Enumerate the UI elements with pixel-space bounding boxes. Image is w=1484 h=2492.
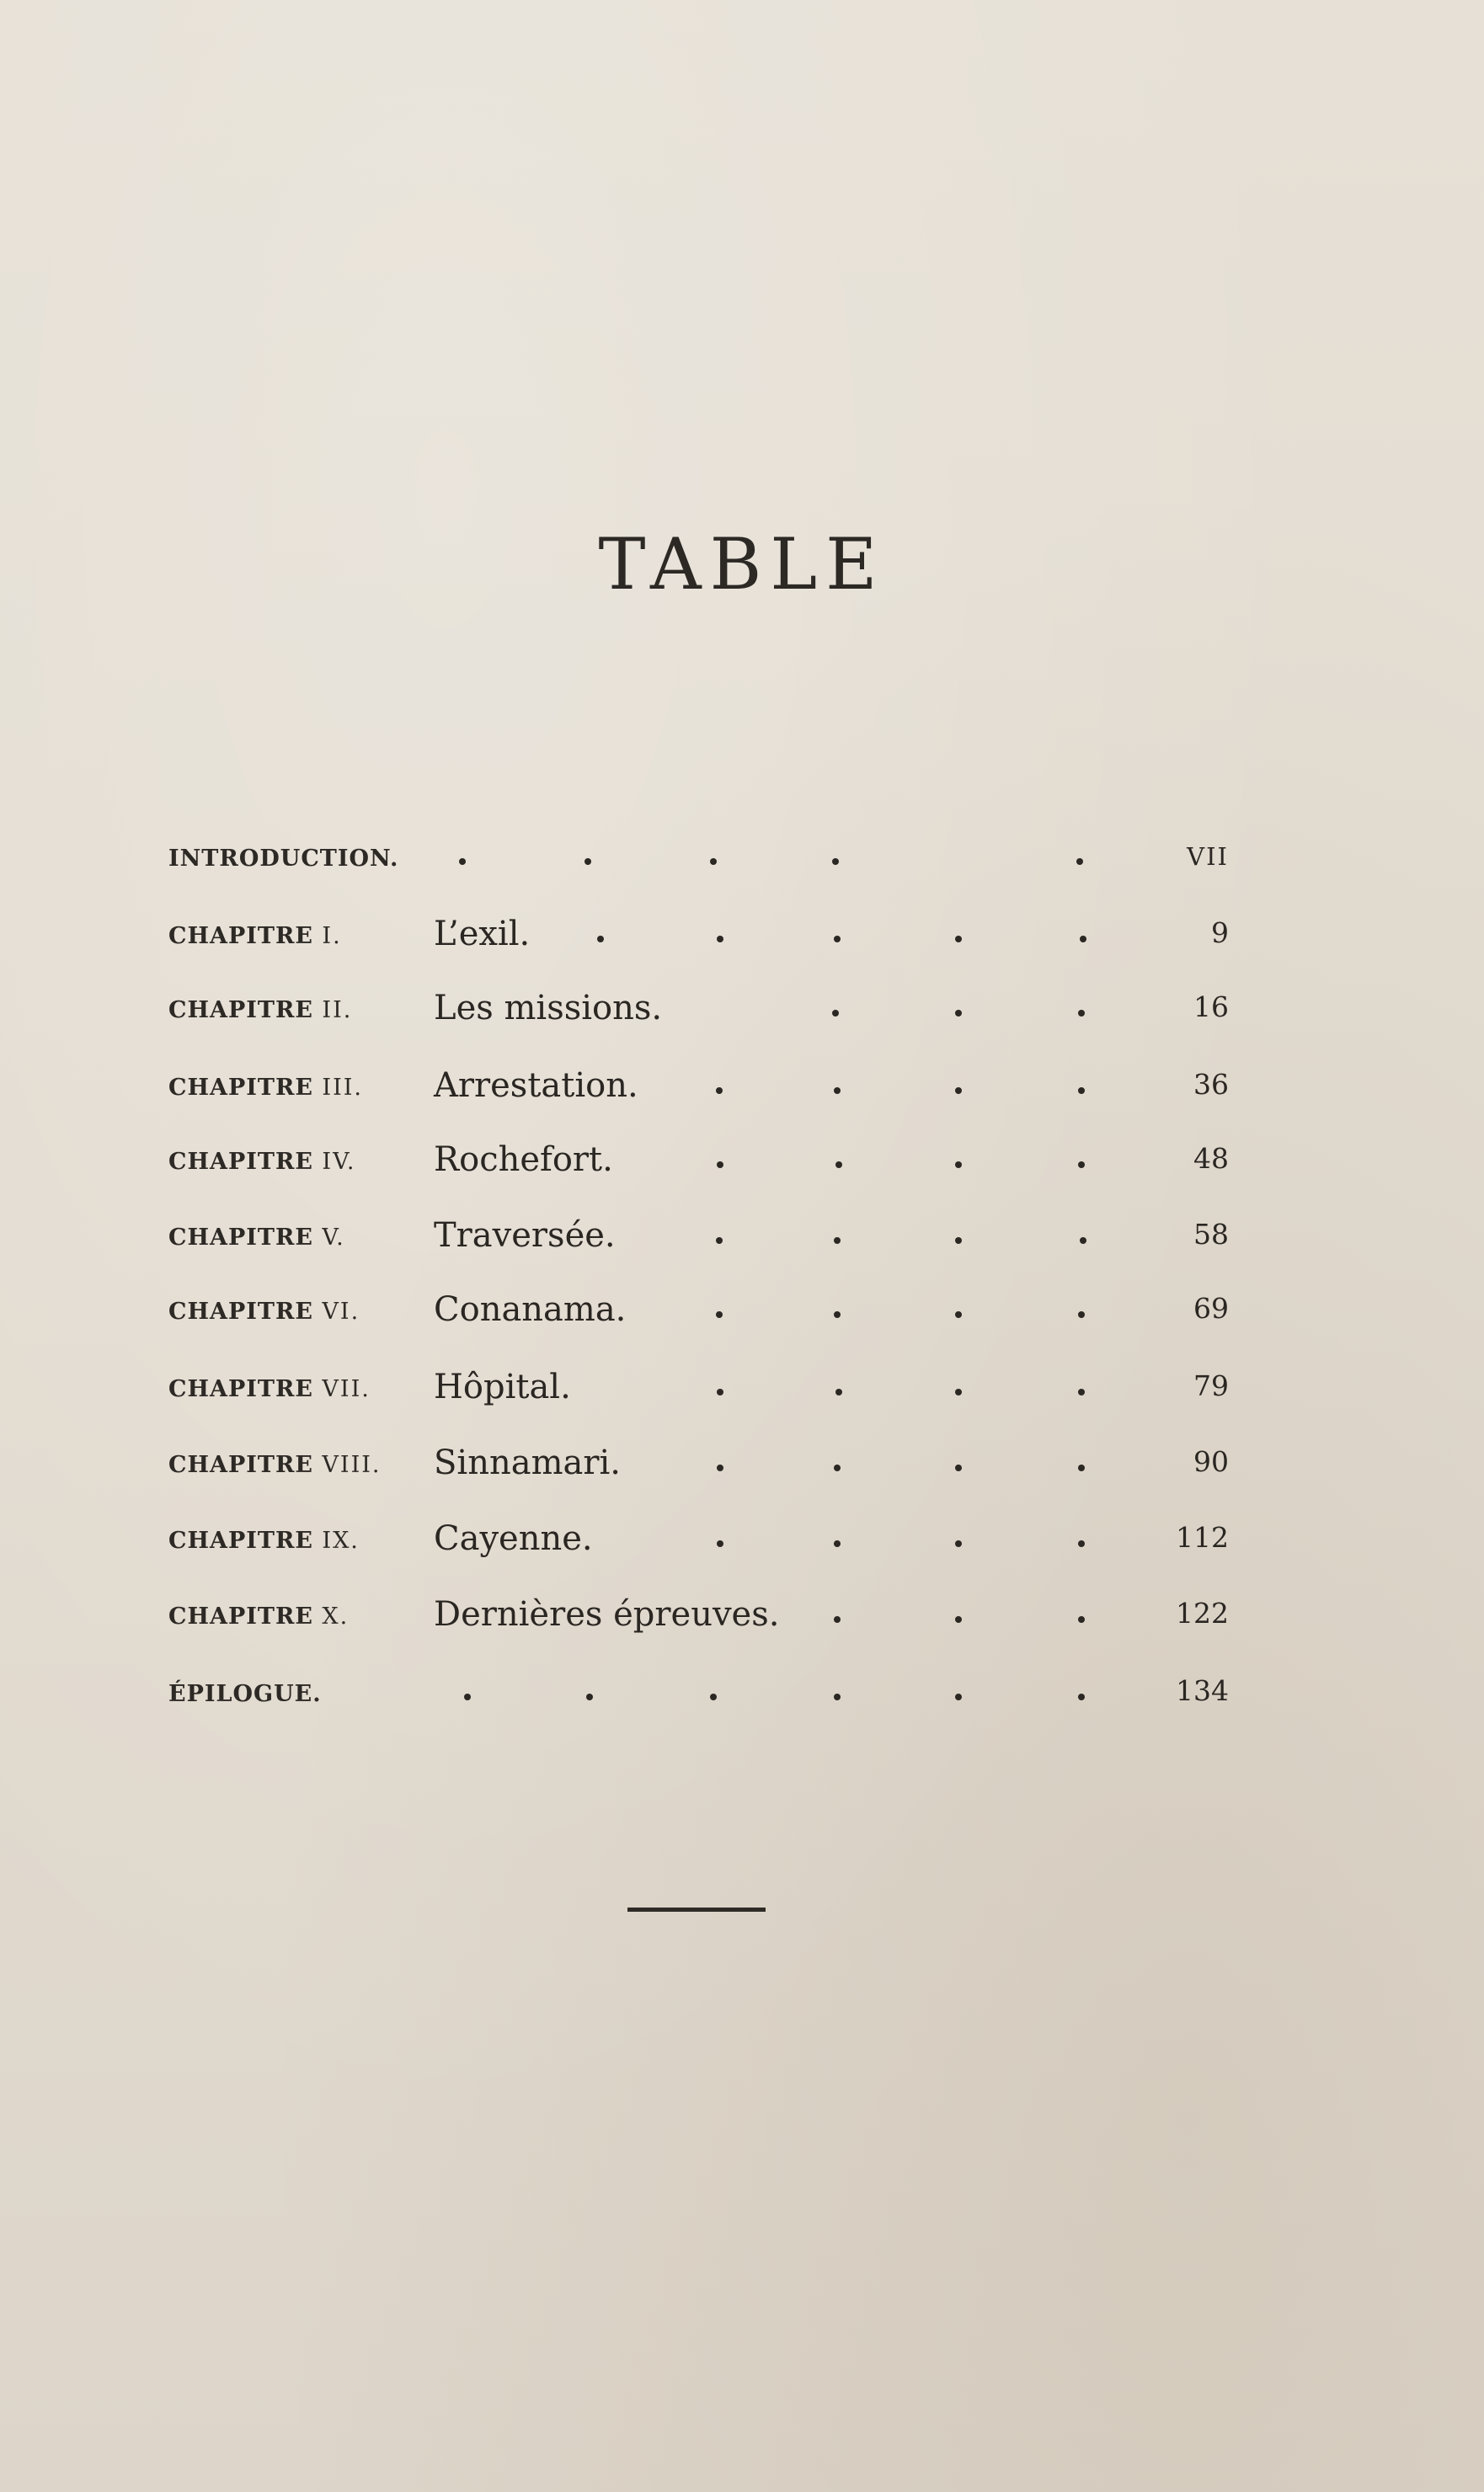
leader-dot — [832, 858, 839, 865]
leader-dot — [717, 1465, 723, 1471]
toc-entry-chapter-2 — [0, 985, 1484, 1044]
leader-dot — [834, 1694, 841, 1700]
toc-chapter-title: Rochefort. — [434, 1140, 613, 1179]
toc-entry-chapter-3 — [0, 1063, 1484, 1122]
toc-chapter-title: Traversée. — [434, 1216, 616, 1255]
leader-dot — [834, 1616, 841, 1623]
leader-dot — [832, 1010, 839, 1017]
leader-dot — [955, 1465, 962, 1471]
toc-entry-label: CHAPITRE IX. — [168, 1528, 360, 1554]
leader-dot — [955, 1540, 962, 1547]
toc-entry-label: CHAPITRE V. — [168, 1225, 345, 1251]
leader-dot — [955, 1161, 962, 1168]
leader-dot — [1078, 1694, 1085, 1700]
toc-page-number: 58 — [1193, 1218, 1229, 1251]
leader-dot — [717, 1161, 723, 1168]
toc-page-number: 36 — [1193, 1068, 1229, 1101]
toc-entry-label: CHAPITRE VII. — [168, 1376, 371, 1402]
leader-dot — [459, 858, 466, 865]
toc-entry-chapter-4 — [0, 1137, 1484, 1196]
toc-chapter-title: Hôpital. — [434, 1368, 571, 1406]
toc-chapter-title: Les missions. — [434, 989, 663, 1027]
leader-dot — [585, 858, 591, 865]
leader-dot — [1078, 1311, 1085, 1318]
leader-dot — [1078, 1540, 1085, 1547]
leader-dot — [1078, 1389, 1085, 1395]
leader-dot — [717, 1540, 723, 1547]
toc-entry-chapter-1 — [0, 911, 1484, 970]
leader-dot — [1078, 1010, 1085, 1017]
toc-page-number: 122 — [1176, 1597, 1229, 1630]
toc-entry-label: CHAPITRE IV. — [168, 1149, 356, 1175]
leader-dot — [710, 858, 717, 865]
toc-chapter-title: Arrestation. — [434, 1066, 638, 1105]
leader-dot — [716, 1237, 723, 1244]
toc-entry-label: INTRODUCTION. — [168, 846, 399, 872]
toc-chapter-title: Dernières épreuves. — [434, 1595, 780, 1634]
leader-dot — [834, 1311, 841, 1318]
toc-entry-chapter-5 — [0, 1213, 1484, 1272]
toc-page-number: 112 — [1176, 1521, 1229, 1554]
leader-dot — [1078, 1465, 1085, 1471]
toc-page-number: 16 — [1193, 990, 1229, 1023]
leader-dot — [716, 1311, 723, 1318]
leader-dot — [717, 936, 723, 942]
toc-entry-chapter-7 — [0, 1364, 1484, 1423]
leader-dot — [955, 1087, 962, 1094]
toc-chapter-title: Conanama. — [434, 1290, 627, 1329]
leader-dot — [955, 1616, 962, 1623]
leader-dot — [1078, 1161, 1085, 1168]
toc-entry-label: CHAPITRE VI. — [168, 1299, 360, 1325]
leader-dot — [834, 1087, 841, 1094]
leader-dot — [834, 1540, 841, 1547]
toc-entry-chapter-10 — [0, 1592, 1484, 1651]
toc-entry-label: CHAPITRE VIII. — [168, 1452, 382, 1478]
toc-entry-chapter-9 — [0, 1516, 1484, 1575]
leader-dot — [1076, 858, 1083, 865]
toc-page-number: 79 — [1193, 1369, 1229, 1402]
toc-entry-label: CHAPITRE X. — [168, 1604, 350, 1630]
leader-dot — [464, 1694, 471, 1700]
toc-entry-epilogue — [0, 1669, 1484, 1728]
leader-dot — [955, 1010, 962, 1017]
leader-dot — [834, 936, 841, 942]
closing-rule — [627, 1908, 766, 1912]
toc-entry-label: CHAPITRE III. — [168, 1075, 363, 1101]
leader-dot — [717, 1389, 723, 1395]
toc-chapter-title: Sinnamari. — [434, 1443, 621, 1482]
leader-dot — [834, 1237, 841, 1244]
leader-dot — [597, 936, 604, 942]
toc-entry-label: CHAPITRE II. — [168, 997, 353, 1023]
leader-dot — [955, 936, 962, 942]
toc-chapter-title: L’exil. — [434, 915, 531, 953]
toc-page-number: 48 — [1193, 1142, 1229, 1175]
leader-dot — [1080, 1237, 1086, 1244]
toc-entry-introduction — [0, 834, 1484, 893]
page-title: TABLE — [598, 523, 886, 606]
toc-page-number: 134 — [1176, 1674, 1229, 1707]
leader-dot — [835, 1389, 842, 1395]
leader-dot — [1080, 936, 1086, 942]
leader-dot — [716, 1087, 723, 1094]
leader-dot — [955, 1237, 962, 1244]
leader-dot — [955, 1311, 962, 1318]
leader-dot — [955, 1389, 962, 1395]
toc-entry-label: ÉPILOGUE. — [168, 1681, 322, 1707]
toc-entry-chapter-6 — [0, 1287, 1484, 1346]
leader-dot — [955, 1694, 962, 1700]
toc-page-number: 90 — [1193, 1445, 1229, 1478]
leader-dot — [710, 1694, 717, 1700]
leader-dot — [1078, 1087, 1085, 1094]
leader-dot — [834, 1465, 841, 1471]
toc-chapter-title: Cayenne. — [434, 1519, 593, 1558]
toc-entry-chapter-8 — [0, 1440, 1484, 1499]
toc-page-number: 69 — [1193, 1292, 1229, 1325]
leader-dot — [586, 1694, 593, 1700]
leader-dot — [835, 1161, 842, 1168]
toc-entry-label: CHAPITRE I. — [168, 923, 342, 949]
toc-page-number: VII — [1187, 842, 1229, 871]
leader-dot — [1078, 1616, 1085, 1623]
toc-page-number: 9 — [1211, 916, 1229, 949]
